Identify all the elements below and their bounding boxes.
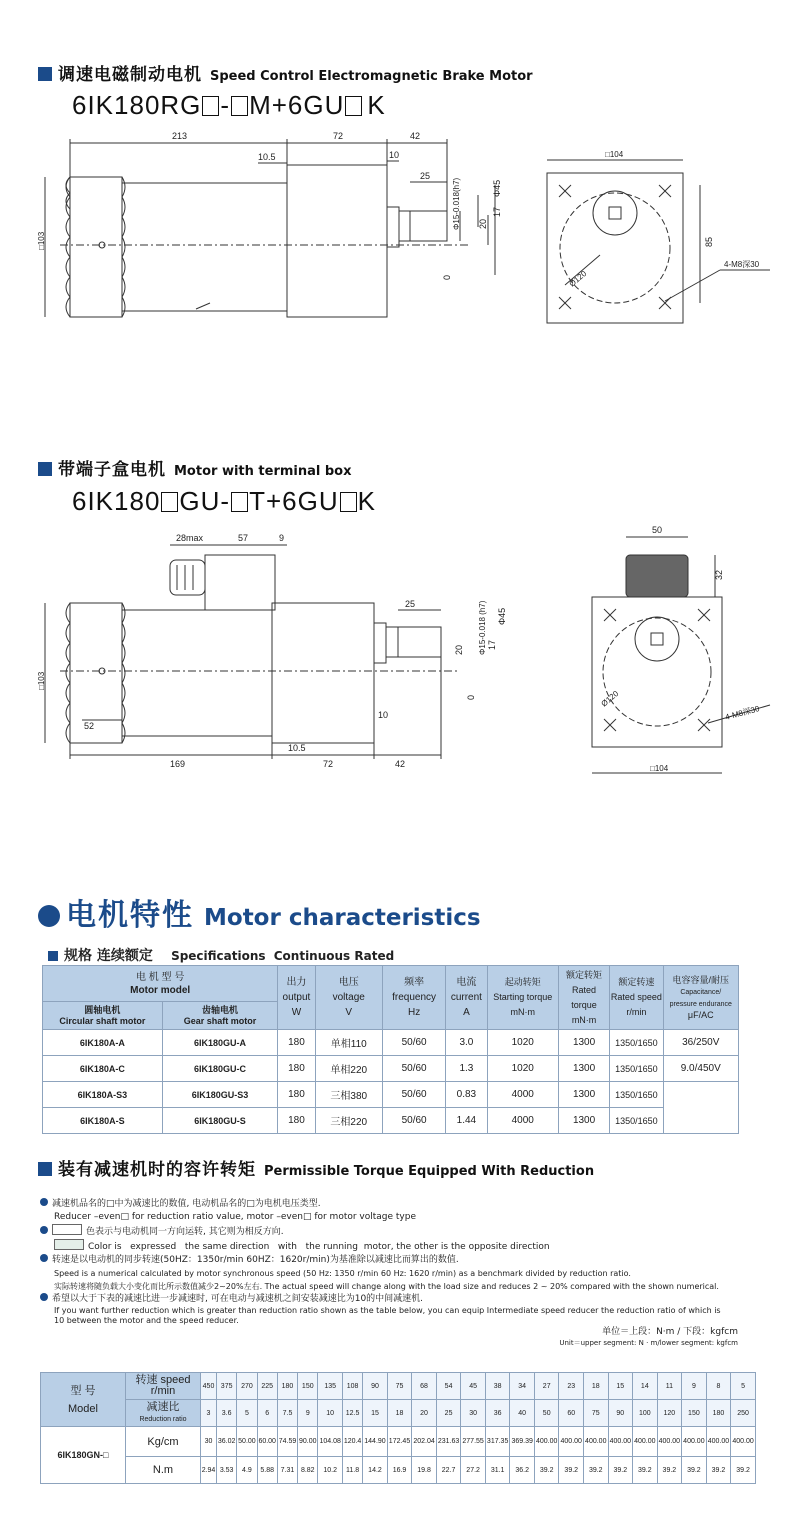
torque-cell-ratios: 7.5 [277,1400,297,1427]
spec-cell-a: 0.83 [446,1082,487,1108]
torque-cell-nm: 39.2 [584,1457,609,1484]
torque-nm-label: N.m [126,1457,201,1484]
bullet-icon [40,1198,48,1206]
torque-cell-ratios: 20 [412,1400,437,1427]
spec-header-circular: 圆轴电机 Circular shaft motor [43,1002,163,1030]
torque-cell-kgcm: 400.00 [682,1427,707,1457]
torque-cell-ratios: 36 [485,1400,510,1427]
note-text: Color is [88,1242,122,1252]
spec-row [43,1108,739,1134]
dim-label: □103 [37,231,46,250]
note-text: motor, the other is the opposite direction [363,1242,550,1252]
dim-label: 50 [652,525,663,535]
dim-label: 20 [478,218,488,229]
torque-cell-speeds: 9 [682,1373,707,1400]
spec-cell-v: 三相380 [315,1082,382,1108]
dim-label: 17 [487,639,497,650]
gearbox [287,165,387,317]
torque-cell-speeds: 75 [387,1373,412,1400]
torque-cell-speeds: 38 [485,1373,510,1400]
spec-header-frequency: 频率 frequency Hz [382,966,445,1030]
torque-cell-nm: 27.2 [461,1457,486,1484]
section-marker-icon [38,67,52,81]
placeholder-box [202,96,219,116]
spec-title-cn: 规格 连续额定 [64,948,153,964]
section1-title-cn: 调速电磁制动电机 [58,65,202,85]
section1-title-en: Speed Control Electromagnetic Brake Motor [210,69,533,84]
note-text: 10 between the motor and the speed reducer. [54,1316,239,1325]
torque-cell-ratios: 12.5 [342,1400,362,1427]
dim-label: 10 [389,150,400,160]
placeholder-box [231,96,248,116]
dim-label: 4-M8深30 [724,704,761,722]
torque-cell-ratios: 90 [608,1400,633,1427]
torque-cell-nm: 39.2 [657,1457,682,1484]
torque-header-speed: 转速 speed r/min [126,1373,201,1400]
spec-cell-a: 1.44 [446,1108,487,1134]
torque-cell-speeds: 34 [510,1373,535,1400]
section2-title-cn: 带端子盒电机 [58,460,166,480]
dim-label: 42 [395,759,406,769]
cable-gland [170,560,205,595]
torque-cell-speeds: 135 [318,1373,343,1400]
spec-header-starting-torque: 起动转矩 Starting torque mN·m [487,966,558,1030]
torque-cell-kgcm: 400.00 [608,1427,633,1457]
torque-cell-speeds: 108 [342,1373,362,1400]
dim-label: 25 [420,171,431,181]
torque-cell-ratios: 10 [318,1400,343,1427]
spec-table [42,965,739,1134]
torque-cell-speeds: 180 [277,1373,297,1400]
bullet-icon [40,1293,48,1301]
torque-cell-kgcm: 74.59 [277,1427,297,1457]
torque-header-model: 型 号 Model [41,1373,126,1427]
torque-cell-nm: 7.31 [277,1457,297,1484]
spec-cell-rt: 1300 [558,1108,609,1134]
torque-cell-speeds: 225 [257,1373,277,1400]
dim-label: 9 [279,533,285,543]
torque-cell-ratios: 5 [237,1400,257,1427]
torque-cell-speeds: 18 [584,1373,609,1400]
torque-cell-kgcm: 120.4 [342,1427,362,1457]
dim-label: Φ15-0.018 (h7) [478,600,487,655]
dim-label: 20 [454,644,464,655]
spec-title-en: Specifications [171,949,266,963]
torque-cell-speeds: 15 [608,1373,633,1400]
spec-cell-circ: 6IK180A-A [43,1030,163,1056]
torque-cell-speeds: 375 [217,1373,237,1400]
torque-cell-kgcm: 400.00 [706,1427,731,1457]
torque-cell-kgcm: 90.00 [298,1427,318,1457]
unit-text: Unit＝upper segment: N · m/lower segment: kgfcm [559,1339,738,1347]
dim-label: 32 [714,569,724,580]
spec-header-gear: 齿轴电机 Gear shaft motor [162,1002,278,1030]
torque-cell-nm: 39.2 [559,1457,584,1484]
placeholder-box [161,492,178,512]
spec-header-model: 电 机 型 号 Motor model [43,966,278,1002]
dim-label: Φ45 [492,179,502,197]
torque-header-ratio: 减速比 Reduction ratio [126,1400,201,1427]
section-marker-icon [38,462,52,476]
dim-label: 42 [410,131,421,141]
torque-cell-ratios: 25 [436,1400,461,1427]
torque-cell-kgcm: 400.00 [534,1427,559,1457]
section4-title-en: Permissible Torque Equipped With Reduction [264,1164,595,1179]
output-shaft [399,211,447,241]
torque-cell-nm: 19.8 [412,1457,437,1484]
note-text: expressed [130,1242,177,1252]
dim-label: Φ45 [497,607,507,625]
dim-label: 10.5 [258,152,276,162]
torque-cell-speeds: 45 [461,1373,486,1400]
section-marker-icon [48,951,58,961]
torque-cell-speeds: 270 [237,1373,257,1400]
model-part: GU- [179,486,231,516]
torque-cell-ratios: 30 [461,1400,486,1427]
torque-cell-kgcm: 400.00 [731,1427,756,1457]
note-text: Reducer –even□ for reduction ratio value, motor –even□ for motor voltage type [54,1212,417,1222]
dim-label: Ø120 [599,689,621,709]
terminal-box-motor-drawing [0,515,790,775]
dim-label: 213 [172,131,188,141]
torque-cell-kgcm: 144.90 [363,1427,388,1457]
spec-cell-w: 180 [278,1030,315,1056]
torque-cell-speeds: 150 [298,1373,318,1400]
section-bullet-icon [38,905,60,927]
color-swatch [52,1224,82,1235]
torque-cell-nm: 4.9 [237,1457,257,1484]
terminal-box-end [626,555,688,597]
model-part: K [357,486,376,516]
bullet-icon [40,1254,48,1262]
dim-label: 169 [170,759,186,769]
spec-cell-rt: 1300 [558,1082,609,1108]
torque-cell-ratios: 40 [510,1400,535,1427]
torque-cell-speeds: 27 [534,1373,559,1400]
spec-cell-v: 单相110 [315,1030,382,1056]
note-text: the same direction [184,1242,270,1252]
spec-cell-cap: 36/250V [663,1030,739,1056]
spec-cell-rs: 1350/1650 [610,1082,663,1108]
spec-header-capacitance: 电容容量/耐压 Capacitance/ pressure endurance μF/AC [663,966,739,1030]
torque-cell-speeds: 23 [559,1373,584,1400]
torque-cell-ratios: 3 [201,1400,217,1427]
note-text: 希望以大于下表的减速比进一步减速时, 可在电动与减速机之间安装减速比为10的中间减速机. [52,1294,424,1304]
notes-block [40,1198,760,1348]
torque-table [40,1372,756,1484]
torque-cell-nm: 14.2 [363,1457,388,1484]
spec-cell-gear: 6IK180GU-S3 [162,1082,278,1108]
section4-title-cn: 装有减速机时的容许转矩 [58,1160,256,1180]
section2-header [38,455,352,480]
spec-cell-st: 1020 [487,1030,558,1056]
motor-end-cap [70,177,122,317]
torque-cell-nm: 39.2 [633,1457,658,1484]
spec-cell-st: 4000 [487,1108,558,1134]
section2-model-code [72,486,376,517]
spec-cell-circ: 6IK180A-S3 [43,1082,163,1108]
torque-cell-ratios: 6 [257,1400,277,1427]
spec-cell-gear: 6IK180GU-S [162,1108,278,1134]
dim-label: □104 [605,150,624,159]
torque-cell-ratios: 50 [534,1400,559,1427]
torque-cell-kgcm: 202.04 [412,1427,437,1457]
dim-label: 17 [492,206,502,217]
spec-cell-w: 180 [278,1082,315,1108]
color-swatch [54,1239,84,1250]
torque-cell-ratios: 18 [387,1400,412,1427]
model-part: M+6GU [249,90,345,120]
torque-cell-speeds: 54 [436,1373,461,1400]
spec-row [43,1082,739,1108]
spec-header-rated-torque: 额定转矩 Rated torque mN·m [558,966,609,1030]
torque-cell-ratios: 9 [298,1400,318,1427]
note-text: Speed is a numerical calculated by motor synchronous speed (50 Hz: 1350 r/min 60 Hz: 1620 r/min) as a benchmark divided by reduction ratio. [54,1269,631,1278]
dim-label: 57 [238,533,249,543]
torque-cell-ratios: 250 [731,1400,756,1427]
dim-label: 85 [704,236,714,247]
torque-cell-ratios: 100 [633,1400,658,1427]
torque-cell-nm: 2.94 [201,1457,217,1484]
torque-cell-speeds: 14 [633,1373,658,1400]
torque-cell-nm: 3.53 [217,1457,237,1484]
spec-cell-w: 180 [278,1056,315,1082]
torque-cell-nm: 16.9 [387,1457,412,1484]
torque-cell-nm: 22.7 [436,1457,461,1484]
note-text: 实际转速将随负载大小变化而比所示数值减少2~20%左右. The actual speed will change along with the load size and reduces 2 ~ 20% compared with the shown numerical. [54,1282,719,1291]
model-part: 6IK180RG [72,90,202,120]
spec-cell-st: 1020 [487,1056,558,1082]
torque-cell-ratios: 3.6 [217,1400,237,1427]
torque-cell-nm: 39.2 [608,1457,633,1484]
torque-cell-nm: 39.2 [731,1457,756,1484]
motor-body [122,183,287,311]
torque-model-name: 6IK180GN-□ [41,1427,126,1484]
torque-cell-kgcm: 60.00 [257,1427,277,1457]
torque-cell-kgcm: 104.08 [318,1427,343,1457]
torque-cell-kgcm: 231.63 [436,1427,461,1457]
torque-cell-kgcm: 400.00 [559,1427,584,1457]
section1-header [38,60,533,85]
model-part: T+6GU [249,486,339,516]
section1-model-code [72,90,386,121]
spec-cell-hz: 50/60 [382,1108,445,1134]
dim-label: 4-M8深30 [724,260,760,269]
torque-cell-kgcm: 317.35 [485,1427,510,1457]
torque-cell-kgcm: 400.00 [633,1427,658,1457]
dim-label: 28max [176,533,204,543]
section4-header [38,1155,594,1180]
spec-cell-rs: 1350/1650 [610,1108,663,1134]
dim-label: 52 [84,721,95,731]
note-text: 减速机品名的□中为减速比的数值, 电动机品名的□为电机电压类型. [52,1199,321,1209]
spec-cell-gear: 6IK180GU-A [162,1030,278,1056]
torque-cell-ratios: 60 [559,1400,584,1427]
spec-cell-a: 3.0 [446,1030,487,1056]
spec-cell-a: 1.3 [446,1056,487,1082]
spec-header-rated-speed: 额定转速 Rated speed r/min [610,966,663,1030]
section3-header [38,890,481,934]
model-part: K [367,90,386,120]
note-text: 转速是以电动机的同步转速(50HZ：1350r/min 60HZ：1620r/min)为基准除以减速比而算出的数值. [52,1255,459,1265]
dim-label: Φ15-0.018(h7) [452,177,461,230]
bullet-icon [40,1226,48,1234]
torque-cell-nm: 39.2 [534,1457,559,1484]
dim-label: 10 [378,710,389,720]
spec-cell-circ: 6IK180A-C [43,1056,163,1082]
placeholder-box [340,492,357,512]
torque-cell-ratios: 150 [682,1400,707,1427]
torque-cell-ratios: 180 [706,1400,731,1427]
dim-label: 25 [405,599,416,609]
torque-cell-kgcm: 30 [201,1427,217,1457]
section-marker-icon [38,1162,52,1176]
torque-cell-speeds: 11 [657,1373,682,1400]
unit-text: 单位＝上段：N·m / 下段：kgfcm [602,1327,738,1337]
note-text: with [277,1242,297,1252]
dim-label: Ø120 [567,269,589,289]
spec-cell-rs: 1350/1650 [610,1056,663,1082]
model-part: 6IK180 [72,486,161,516]
torque-cell-kgcm: 277.55 [461,1427,486,1457]
dim-label: 0 [442,274,452,280]
torque-cell-nm: 39.2 [706,1457,731,1484]
torque-cell-nm: 11.8 [342,1457,362,1484]
note-text: If you want further reduction which is greater than reduction ratio shown as the table below, you can equip Intermediate speed reducer the reduction ratio of which is [54,1306,721,1315]
torque-cell-nm: 5.88 [257,1457,277,1484]
spec-cell-hz: 50/60 [382,1056,445,1082]
spec-row [43,1030,739,1056]
spec-cell-hz: 50/60 [382,1030,445,1056]
section3-title-cn: 电机特性 [66,898,194,933]
spec-cell-rt: 1300 [558,1056,609,1082]
spec-row [43,1056,739,1082]
dim-label: 72 [333,131,344,141]
spec-cell-rs: 1350/1650 [610,1030,663,1056]
torque-cell-ratios: 15 [363,1400,388,1427]
spec-header-current: 电流 current A [446,966,487,1030]
dim-label: 0 [466,694,476,700]
dim-label: □104 [650,764,669,773]
torque-cell-speeds: 8 [706,1373,731,1400]
note-text: 色表示与电动机同一方向运转, 其它则为相反方向. [86,1227,284,1237]
section3-title-en: Motor characteristics [204,905,481,931]
note-text: the running [305,1242,358,1252]
spec-cell-circ: 6IK180A-S [43,1108,163,1134]
torque-cell-kgcm: 50.00 [237,1427,257,1457]
torque-cell-nm: 39.2 [682,1457,707,1484]
torque-cell-speeds: 5 [731,1373,756,1400]
dim-label: □103 [37,671,46,690]
spec-title-en2: Continuous Rated [273,949,395,963]
terminal-box [205,555,275,610]
dim-label: 72 [323,759,334,769]
spec-subtitle [48,945,394,965]
torque-cell-speeds: 68 [412,1373,437,1400]
torque-cell-nm: 31.1 [485,1457,510,1484]
torque-cell-kgcm: 369.39 [510,1427,535,1457]
spec-cell-w: 180 [278,1108,315,1134]
torque-cell-nm: 36.2 [510,1457,535,1484]
placeholder-box [345,96,362,116]
torque-cell-ratios: 75 [584,1400,609,1427]
torque-cell-kgcm: 172.45 [387,1427,412,1457]
torque-cell-speeds: 450 [201,1373,217,1400]
torque-cell-kgcm: 400.00 [657,1427,682,1457]
brake-motor-drawing [0,125,790,335]
torque-cell-kgcm: 400.00 [584,1427,609,1457]
torque-cell-speeds: 90 [363,1373,388,1400]
spec-cell-v: 三相220 [315,1108,382,1134]
spec-cell-v: 单相220 [315,1056,382,1082]
model-part: - [220,90,231,120]
spec-header-voltage: 电压 voltage V [315,966,382,1030]
spec-cell-rt: 1300 [558,1030,609,1056]
section2-title-en: Motor with terminal box [174,464,352,479]
torque-kgcm-label: Kg/cm [126,1427,201,1457]
spec-cell-hz: 50/60 [382,1082,445,1108]
torque-cell-nm: 10.2 [318,1457,343,1484]
spec-cell-cap [663,1082,739,1134]
dim-label: 10.5 [288,743,306,753]
torque-cell-ratios: 120 [657,1400,682,1427]
spec-header-output: 出力 output W [278,966,315,1030]
spec-cell-cap: 9.0/450V [663,1056,739,1082]
torque-cell-nm: 8.82 [298,1457,318,1484]
spec-cell-gear: 6IK180GU-C [162,1056,278,1082]
torque-cell-kgcm: 36.02 [217,1427,237,1457]
spec-cell-st: 4000 [487,1082,558,1108]
placeholder-box [231,492,248,512]
